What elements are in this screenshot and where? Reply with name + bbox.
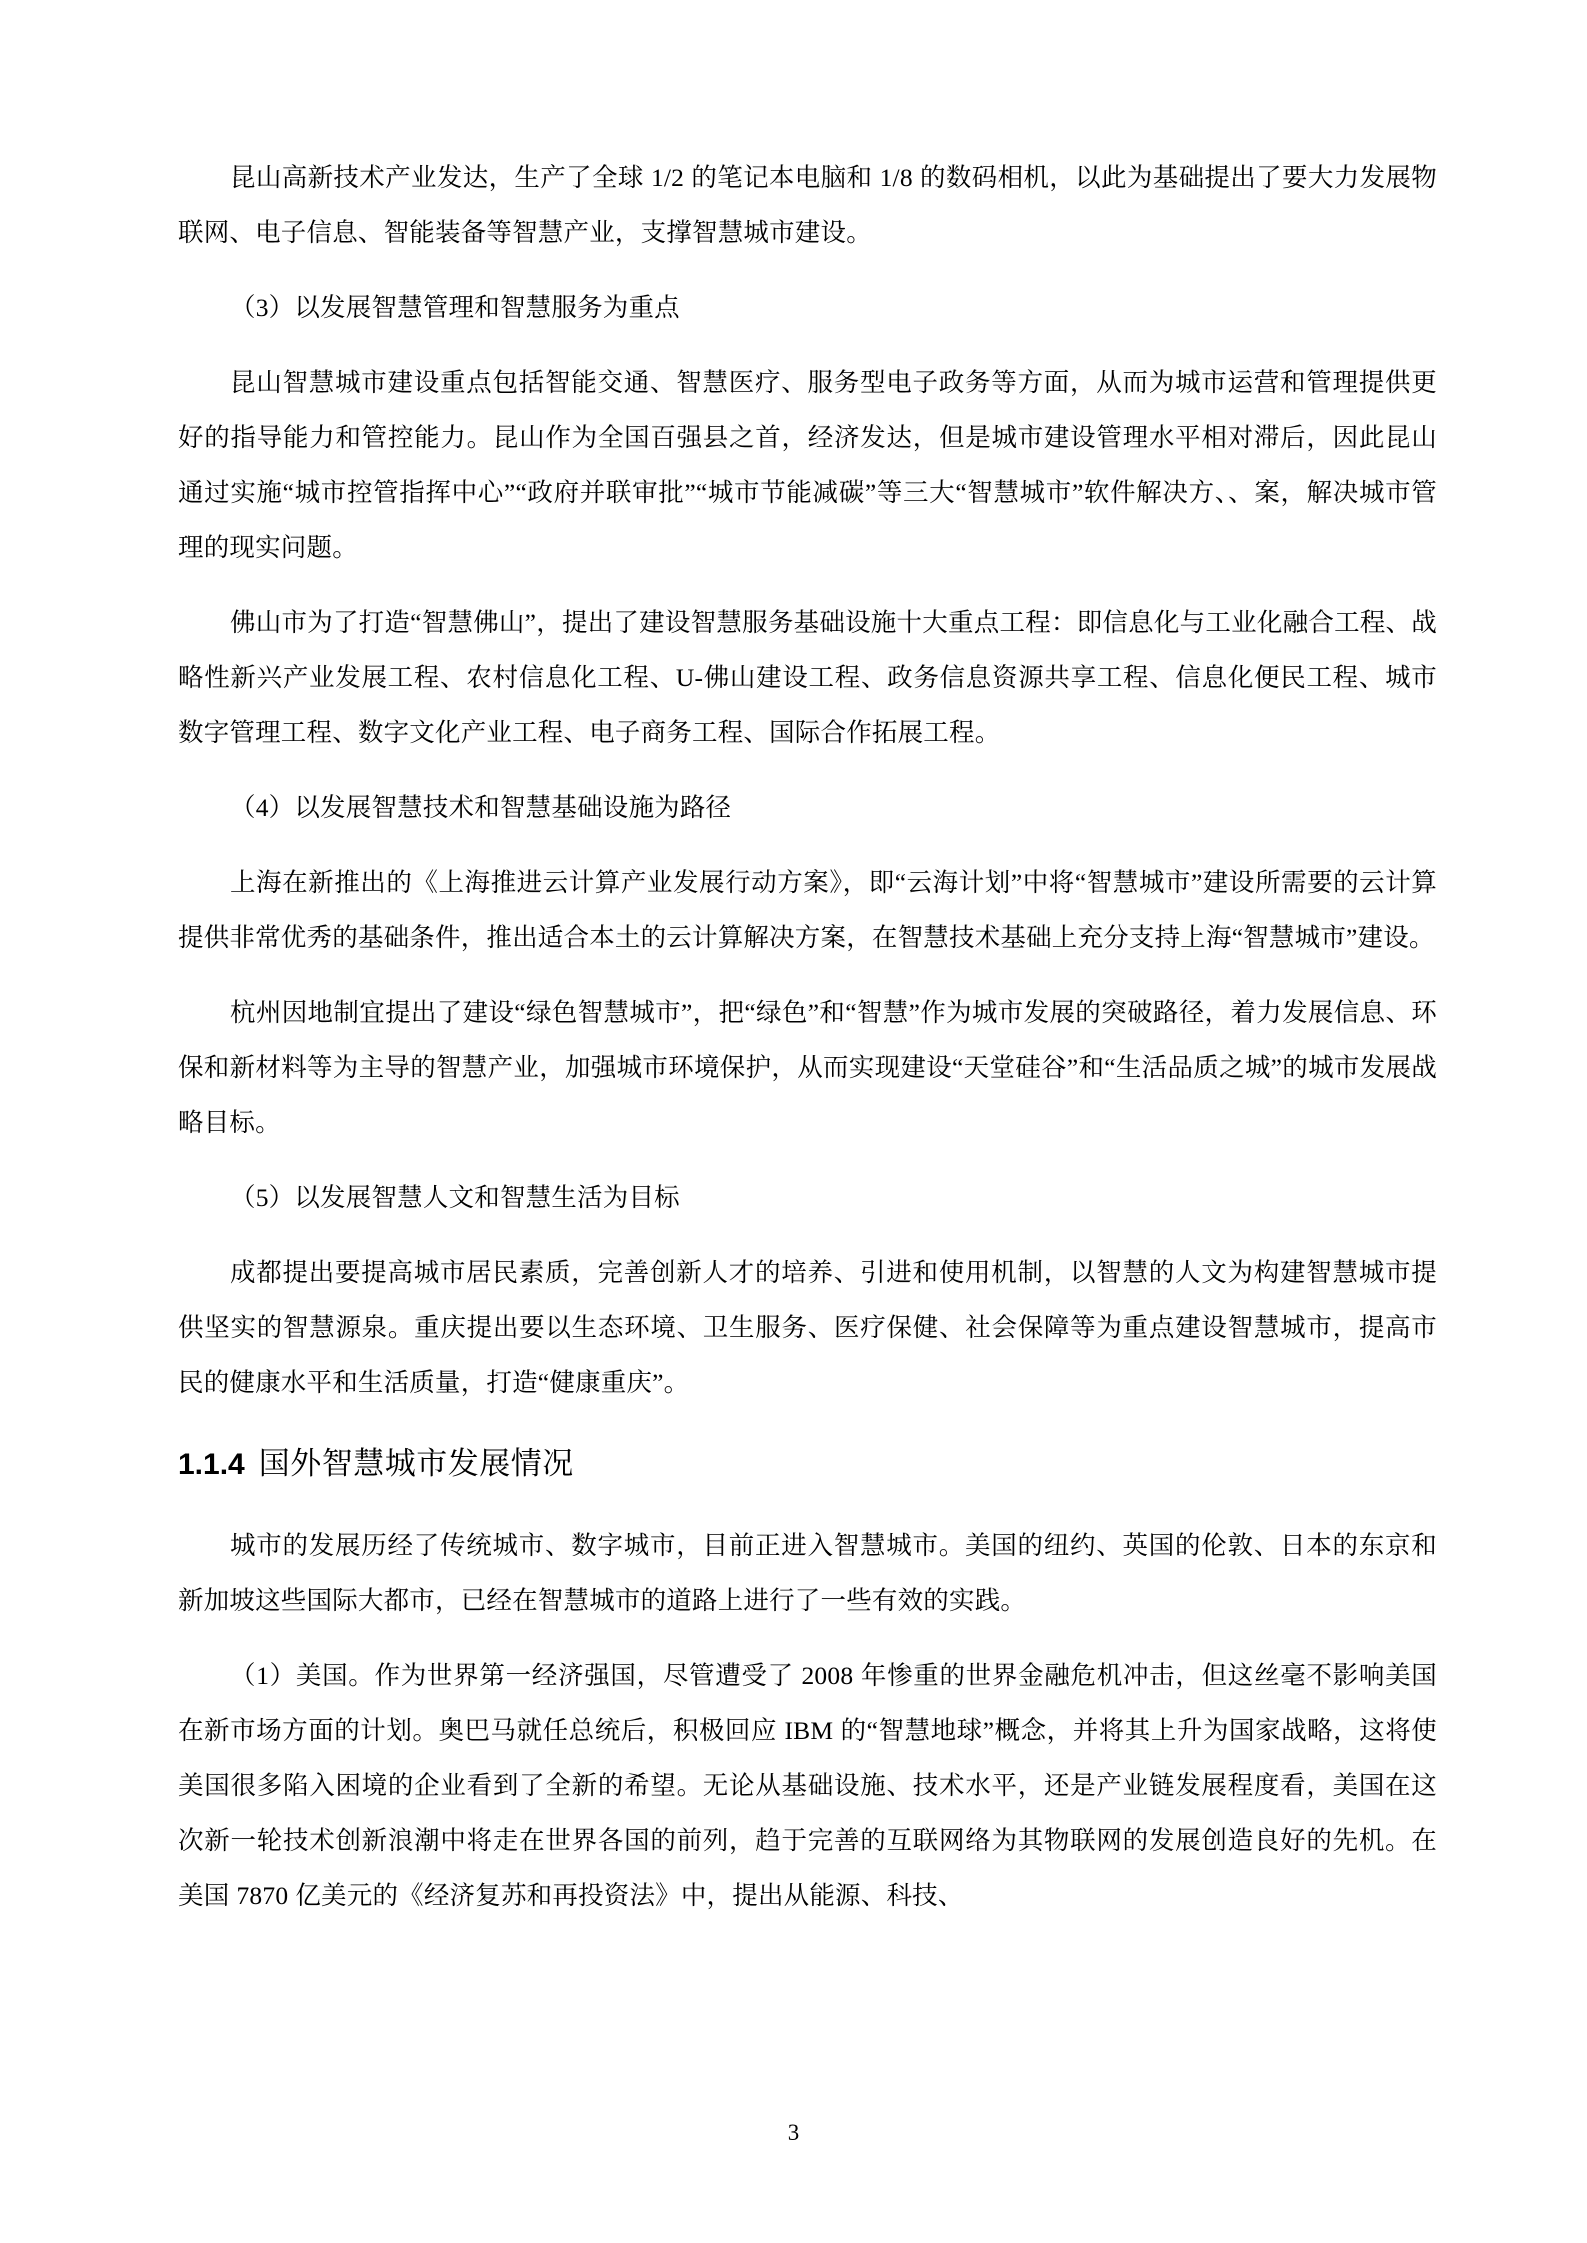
- list-item-4-heading: （4）以发展智慧技术和智慧基础设施为路径: [230, 793, 732, 822]
- paragraph-gap: [178, 835, 1437, 855]
- paragraph-gap: [178, 1150, 1437, 1170]
- section-heading-1-1-4: [178, 1436, 1437, 1492]
- paragraph-gap: [178, 1628, 1437, 1648]
- paragraph-chengdu-chongqing: 成都提出要提高城市居民素质，完善创新人才的培养、引进和使用机制，以智慧的人文为构建智慧城市提供坚实的智慧源泉。重庆提出要以生态环境、卫生服务、医疗保健、社会保障等为重点建设智慧城市，提高市民的健康水平和生活质量，打造“健康重庆”。: [178, 1258, 1437, 1397]
- paragraph-kunshan-hitech: 昆山高新技术产业发达，生产了全球 1/2 的笔记本电脑和 1/8 的数码相机，以此为基础提出了要大力发展物联网、电子信息、智能装备等智慧产业，支撑智慧城市建设。: [178, 163, 1437, 247]
- paragraph-hangzhou: 杭州因地制宜提出了建设“绿色智慧城市”，把“绿色”和“智慧”作为城市发展的突破路径，着力发展信息、环保和新材料等为主导的智慧产业，加强城市环境保护，从而实现建设“天堂硅谷”和“生活品质之城”的城市发展战略目标。: [178, 998, 1437, 1137]
- paragraph-gap: [178, 965, 1437, 985]
- paragraph-gap: [178, 335, 1437, 355]
- paragraph-shanghai: 上海在新推出的《上海推进云计算产业发展行动方案》，即“云海计划”中将“智慧城市”建设所需要的云计算提供非常优秀的基础条件，推出适合本土的云计算解决方案，在智慧技术基础上充分支持上海“智慧城市”建设。: [178, 868, 1437, 952]
- section-heading-number: 1.1.4: [178, 1448, 245, 1481]
- page-number: 3: [787, 2120, 800, 2145]
- paragraph-gap: [178, 760, 1437, 780]
- heading-gap-after: [178, 1492, 1437, 1518]
- paragraph-gap: [178, 1225, 1437, 1245]
- paragraph-city-evolution: 城市的发展历经了传统城市、数字城市，目前正进入智慧城市。美国的纽约、英国的伦敦、日本的东京和新加坡这些国际大都市，已经在智慧城市的道路上进行了一些有效的实践。: [178, 1531, 1437, 1615]
- section-heading-title: 国外智慧城市发展情况: [258, 1446, 574, 1481]
- paragraph-kunshan-smart-city: 昆山智慧城市建设重点包括智能交通、智慧医疗、服务型电子政务等方面，从而为城市运营和管理提供更好的指导能力和管控能力。昆山作为全国百强县之首，经济发达，但是城市建设管理水平相对滞后，因此昆山通过实施“城市控管指挥中心”“政府并联审批”“城市节能减碳”等三大“智慧城市”软件解决方、、案，解决城市管理的现实问题。: [178, 368, 1437, 562]
- list-item-5-heading: （5）以发展智慧人文和智慧生活为目标: [230, 1183, 680, 1212]
- paragraph-foshan: 佛山市为了打造“智慧佛山”，提出了建设智慧服务基础设施十大重点工程：即信息化与工业化融合工程、战略性新兴产业发展工程、农村信息化工程、U-佛山建设工程、政务信息资源共享工程、信息化便民工程、城市数字管理工程、数字文化产业工程、电子商务工程、国际合作拓展工程。: [178, 608, 1437, 747]
- list-item-3-heading: （3）以发展智慧管理和智慧服务为重点: [230, 293, 680, 322]
- paragraph-gap: [178, 260, 1437, 280]
- document-body: [178, 150, 1437, 1923]
- heading-gap-before: [178, 1410, 1437, 1436]
- paragraph-usa: （1）美国。作为世界第一经济强国，尽管遭受了 2008 年惨重的世界金融危机冲击，但这丝毫不影响美国在新市场方面的计划。奥巴马就任总统后，积极回应 IBM 的“智慧地球”概念，并将其上升为国家战略，这将使美国很多陷入困境的企业看到了全新的希望。无论从基础设施、技术水平，还是产业链发展程度看，美国在这次新一轮技术创新浪潮中将走在世界各国的前列，趋于完善的互联网络为其物联网的发展创造良好的先机。在美国 7870 亿美元的《经济复苏和再投资法》中，提出从能源、科技、: [178, 1661, 1437, 1910]
- paragraph-gap: [178, 575, 1437, 595]
